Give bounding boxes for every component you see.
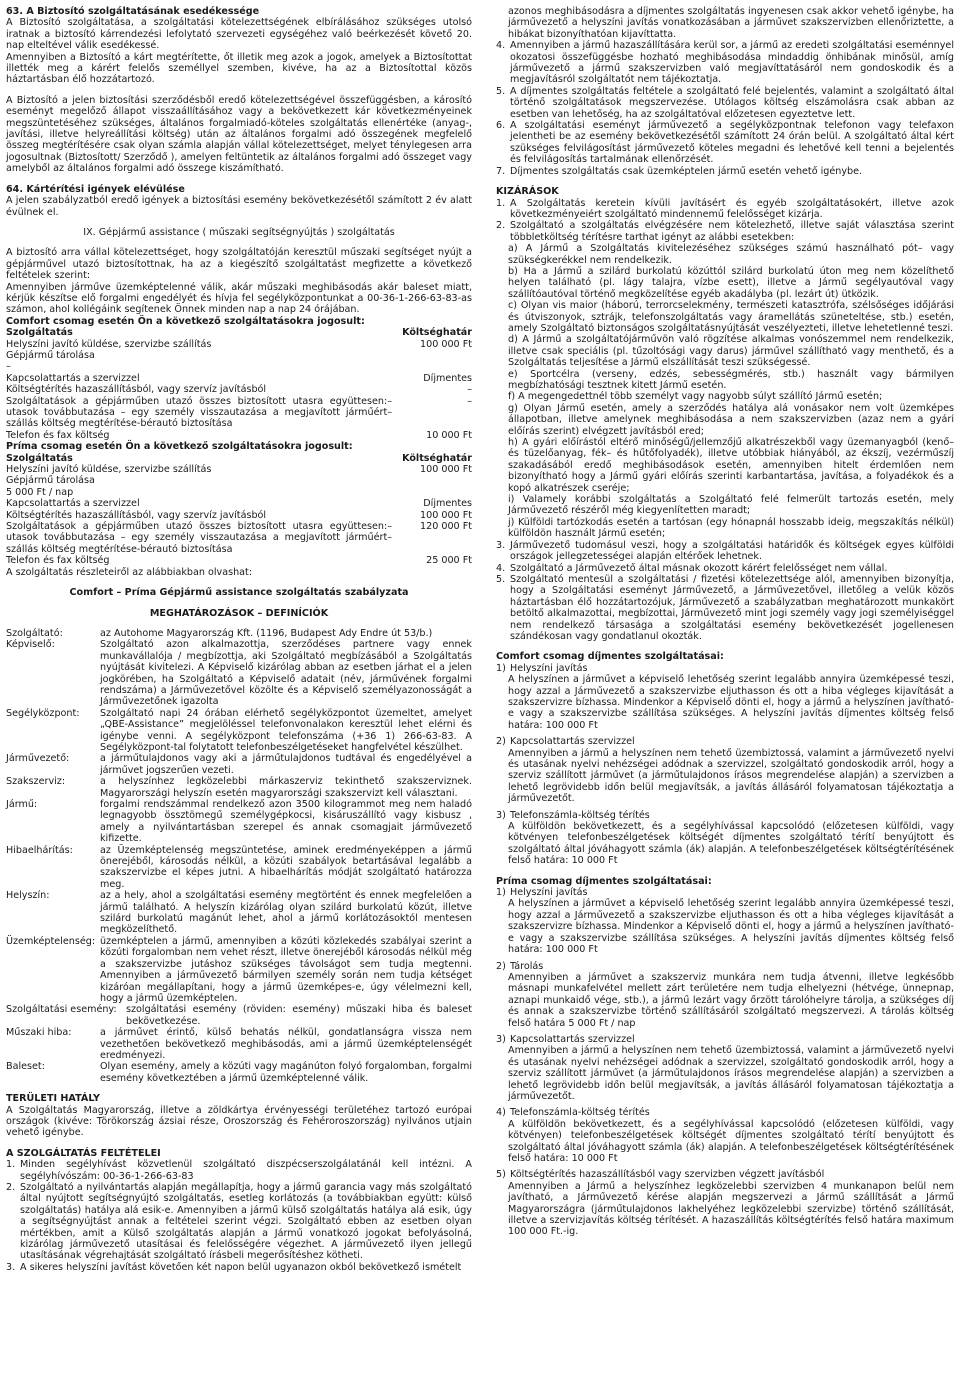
definition-row [6,1027,472,1061]
table-row [6,521,472,555]
definition-term: Szolgáltató: [6,627,63,639]
cost-limit [392,361,472,372]
service-name: Szolgáltatások a gépjárműben utazó összes biztosított utasra együttesen:– utasok továbbutazása – egy személy visszautazása a megjavított járműért– szállás költség megtérítése-bérautó biztosítása [6,395,392,430]
definition-term: Műszaki hiba: [6,1027,72,1039]
item-number: 7. [496,165,506,177]
definition-term: Járművezető: [6,753,70,765]
section-9-paragraph-1: A biztosító arra vállal kötelezettséget, hogy szolgáltatóján keresztül műszaki segítséget nyújt a gépjárművel utazó biztosítottnak, ha az a kiegészítő szolgáltatást megfizette a következő feltételek szerint: [6,247,472,282]
item-number: 4. [496,40,506,52]
prima-col-service: Szolgáltatás [6,452,73,464]
item-title: Kapcsolattartás szervizzel [510,736,635,748]
item-number: 1) [496,887,506,899]
list-item [496,961,954,972]
definition-row [6,845,472,891]
table-row [6,464,472,475]
cost-limit: 100 000 Ft [419,338,472,350]
service-name: Gépjármű tárolása [6,349,95,361]
item-title: Telefonszámla-költség térítés [510,809,650,821]
item-title: Telefonszámla-költség térítés [510,1107,650,1119]
item-title: Kapcsolattartás szervizzel [510,1033,635,1045]
prima-free-services [496,887,954,1238]
prima-col-limit: Költséghatár [402,452,472,464]
definition-row [6,799,472,845]
cost-limit [392,487,472,498]
table-row [6,396,472,430]
section-63-paragraph-1: A Biztosító szolgáltatása, a szolgáltatási kötelezettségének elbírálásához szükséges utolsó iratnak a biztosító kárrendezési lefolytató szervezeti egységéhez való beérkezését követő 20. nap elteltével válik esedékessé. [6,17,472,52]
list-item [496,120,954,166]
comfort-package-heading: Comfort csomag esetén Ön a következő szolgáltatásokra jogosult: [6,315,365,327]
definition-text: a járművet érintő, külső behatás nélkül, gondatlanságra vissza nem vezethetően bekövetkező meghibásodás, ami a jármű üzemképtelenségét eredményezi. [100,1027,472,1061]
definition-term: Üzemképtelenség: [6,935,96,947]
continued-paragraph: azonos meghibásodásra a díjmentes szolgáltatás ingyenesen csak akkor vehető igénybe, ha járművezető a helyszíni javítás vonatkozásában a járművet szakszervizben ellenőriztette, a hibákat bizonyíthatóan kijavíttatta. [508,6,954,40]
list-item [496,166,954,177]
cost-limit: 120 000 Ft [419,521,472,533]
item-number: 5. [496,573,506,585]
table-row [6,498,472,509]
section-9-heading: IX. Gépjármű assistance ( műszaki segítségnyújtás ) szolgáltatás [83,226,395,238]
territorial-scope-heading: TERÜLETI HATÁLY [6,1093,100,1105]
item-number: 5. [496,85,506,97]
cost-limit [392,475,472,486]
table-row [6,361,472,372]
prima-table-header [6,453,472,464]
list-item [496,810,954,821]
sub-item: c) Olyan vis maior (háború, terrorcselekmény, természeti katasztrófa, szélsőséges időjárási és útviszonyok, sztrájk, telefonszolgáltatás vagy áramellátás szüneteltése, stb.) esetén, amely Szolgáltató biztonságos szolgáltatásnyújtását veszélyezteti, illetve lehetetlenné teszi. [508,300,954,334]
service-name: Telefon és fax költség [6,429,110,441]
item-number: 3. [496,539,506,551]
details-note: A szolgáltatás részleteiről az alábbiakban olvashat: [6,566,253,578]
item-text: A Szolgáltatás keretein kívüli javításért és egyéb szolgáltatásokért, illetve azok következményeiért szolgáltató mindennemű felelősséget kizárja. [510,197,954,220]
sub-item: f) A megengedettnél több személyt vagy nagyobb súlyt szállító Jármű esetén; [508,391,883,403]
definition-term: Baleset: [6,1061,45,1073]
definition-text: szolgáltatási esemény (röviden: esemény) műszaki hiba és baleset bekövetkezése. [126,1004,472,1027]
sub-item: e) Sportcélra (verseny, edzés, sebességmérés, stb.) használt vagy bármilyen megbízhatósági tesztnek kitett Jármű esetén. [508,368,954,391]
territorial-scope-text: A Szolgáltatás Magyarország, illetve a zöldkártya érvényességi területéhez tartozó európai országok (kivéve: Törökország ázsiai része, Oroszország és Fehéroroszország) nyilvános utjain vehető igénybe. [6,1104,472,1139]
definition-row [6,890,472,936]
item-text: Amennyiben a jármű hazaszállítására kerül sor, a jármű az eredeti szolgáltatási eseménnyel okozatosi összefüggésbe hozható meghibásodása mindaddig önhibának minősül, amíg járművezető a jármű szakszervizben való megjavíttatásáról nem gondoskodik és a megjavításról szolgáltatót nem tájékoztatja. [510,40,954,86]
service-name: Kapcsolattartás a szervizzel [6,372,140,384]
item-text: A külföldön bekövetkezett, és a segélyhívással kapcsolódó (előzetesen külföldi, vagy kötvényen telefonbeszélgetések költségét díjmentes szolgáltató térítí benyújtott és szolgáltató által jóváhagyott számla (ák) alapján. A telefonbeszélgetések költségtérítésének felső határa: 10 000 Ft [508,821,954,867]
right-column [496,6,954,1238]
list-item [496,1107,954,1118]
table-row [6,350,472,361]
definitions-title: MEGHATÁROZÁSOK – DEFINÍCIÓK [149,607,329,619]
table-row [6,475,472,486]
exclusion-sublist [496,243,954,540]
item-text: Díjmentes szolgáltatás csak üzemképtelen jármű esetén vehető igénybe. [510,165,863,177]
definition-text: forgalmi rendszámmal rendelkező azon 3500 kilogrammot meg nem haladó legnagyobb össztömegű személygépkocsi, kisáruszállító vagy kisbusz , amely a nyilvántartásban szerepel és annak csomagjait járművezető kifizette. [100,799,472,845]
item-text: Minden segélyhívást közvetlenül szolgáltató diszpécserszolgálatánál kell intézni. A segélyhívószám: 00-36-1-266-63-83 [20,1159,472,1182]
comfort-table-header [6,327,472,338]
left-column [6,6,472,1273]
definition-row [6,753,472,776]
list-item [496,540,954,563]
service-name: – [6,361,11,373]
table-row [6,555,472,566]
item-number: 2. [496,220,506,232]
item-number: 2. [6,1182,16,1193]
item-number: 1. [496,197,506,209]
item-number: 4. [496,562,506,574]
item-text: A helyszínen a járművet a képviselő lehetőség szerint legalább annyira üzemképessé teszi, hogy azzal a Járművezető a szakszervizbe eljuthasson és ott a hiba végleges kijavítását a szakszervizre bízhassa. Mindenkor a Képviselő dönti el, hogy a jármű a helyszínen javítható-e vagy a szakszervizbe szállítása szükséges. A helyszíni javítás díjmentes költség felső határa: 100 000 Ft [508,898,954,956]
item-text: Amennyiben a járművet a szakszerviz munkára nem tudja átvenni, illetve legkésőbb másnapi munkafelvétel mellett zárt területére nem tudja elhelyezni (hétvége, ünnepnap, aznapi munkaidő vége, stb.), a jármű lezárt vagy őrzött tárolóhelyre tárolja, a szükséges díj és annak a szakszervizbe történő szállításáról szolgáltató megszervezi. A tárolás költség felső határa 5 000 Ft / nap [508,971,954,1029]
list-item [496,574,954,642]
section-63-paragraph-2: Amennyiben a Biztosító a kárt megtérítette, őt illetik meg azok a jogok, amelyek a Biztosítottat illették meg a kárért felelős személlyel szemben, kivéve, ha az a Biztosítottal közös háztartásban élő hozzátartozó. [6,51,472,86]
item-text: Szolgáltató mentesül a szolgáltatási / fizetési kötelezettsége alól, amennyiben bizonyítja, hogy a Szolgáltatási eseményt Járművezető, a Járművezetővel, illetőleg a velük közös háztartásban élő hozzátartozójuk, Járművezető a szabályzatban meghatározott munkakört betöltő alkalmazottai, megbízottai, Járművezető mint jogi személy vagy jogi személyiséggel nem rendelkező társasága a szolgáltatási esemény bekövetkezését jogellenesen szándékosan vagy gondatlanul okozták. [510,573,954,642]
cost-limit: 100 000 Ft [419,464,472,476]
definition-row [6,776,472,799]
list-item [496,1169,954,1180]
item-number: 3. [6,1261,16,1273]
cost-limit [392,350,472,361]
item-number: 5) [496,1169,506,1181]
item-text: A díjmentes szolgáltatás feltétele a szolgáltató felé bejelentés, valamint a szolgáltató által történő szolgáltatások megszervezése. Utólagos költség elszámolásra csak abban az esetben van lehetőség, ha az szolgáltatóval előzetesen egyeztetve lett. [510,85,954,120]
sub-item: i) Valamely korábbi szolgáltatás a Szolgáltató felé felmerült tartozás esetén, mely Járművezető részéről még kiegyenlítetten maradt; [508,494,954,517]
definition-text: üzemképtelen a jármű, amennyiben a közúti közlekedés szabályai szerint a közúti forgalomban nem vehet részt, illetve önerejéből károsodás nélkül még a szakszervizbe jutáshoz szükséges távolságot sem tudja megtenni. Amennyiben a járművezető bármilyen személy során nem tudja kétséget kizáróan megállapítani, hogy a jármű üzemképes-e, úgy vélelmezni kell, hogy a jármű üzemképtelen. [100,935,472,1004]
service-name: Helyszíni javító küldése, szervizbe szállítás [6,464,212,476]
item-number: 6. [496,120,506,132]
list-item [6,1182,472,1262]
sub-item: g) Olyan Jármű esetén, amely a szerződés hatálya alá vonásakor nem volt üzemképes állapotban, illetve amelynek meghibásodása a nem szakszervizben (azaz nem a gyári előírás szerint) elvégzett javításból ered; [508,402,954,437]
table-row [6,339,472,350]
item-title: Helyszíni javítás [510,662,588,674]
item-text: A sikeres helyszíni javítást követően két napon belül ugyanazon okból bekövetkező ismételt [20,1261,462,1273]
sub-item: j) Külföldi tartózkodás esetén a tartósan (egy hónapnál hosszabb ideig, megszakítás nélkül) külföldön használt Jármű esetén; [508,516,954,540]
definition-text: az a hely, ahol a szolgáltatási esemény megtörtént és ennek megfelelően a jármű található. A helyszín kizárólag olyan szilárd burkolatú közút, illetve szilárd burkolatú magánút lehet, ahol a jármű korlátozásoktól mentesen megközelíthető. [100,890,472,936]
service-name: Helyszíni javító küldése, szervizbe szállítás [6,338,212,350]
cost-limit: 100 000 Ft [419,509,472,521]
section-9-paragraph-2: Amennyiben járműve üzemképtelenné válik, akár műszaki meghibásodás akár baleset miatt, kérjük készítse elő forgalmi engedélyét és hívja fel segélyközpontunkat a 00-36-1-266-63-83-as számon, ahol kollégáink segítenek Önnek minden nap a nap 24 órájában. [6,281,472,316]
comfort-free-services-heading: Comfort csomag díjmentes szolgáltatásai: [496,651,724,663]
list-item [496,40,954,86]
definition-text: az Üzemképtelenség megszüntetése, aminek eredményeképpen a jármű önerejéből, károsodás nélkül, a közúti szabályok betartásával legalább a szakszervizbe el képes jutni. A hibaelhárítás módját szolgáltató határozza meg. [100,844,472,890]
definition-row [6,708,472,754]
item-text: Járművezető tudomásul veszi, hogy a szolgáltatási határidők és költségek egyes külföldi országok jellegzetességei alapján eltérőek lehetnek. [510,539,954,563]
list-item [496,1034,954,1045]
comfort-col-service: Szolgáltatás [6,327,73,339]
definition-term: Jármű: [6,799,38,810]
table-row [6,430,472,441]
list-item [496,563,954,574]
cost-limit: 25 000 Ft [426,555,472,567]
list-item [496,86,954,120]
definition-text: az Autohome Magyarország Kft. (1196, Budapest Ady Endre út 53/b.) [100,627,433,639]
sub-item: a) A Jármű a Szolgáltatás kivitelezéséhez szükséges számú használható pót– vagy szükségkerékkel nem rendelkezik. [508,243,954,266]
comfort-col-limit: Költséghatár [402,327,472,339]
list-item [496,198,954,221]
rules-title: Comfort – Príma Gépjármű assistance szolgáltatás szabályzata [69,587,409,599]
service-name: Költségtérítés hazaszállításból, vagy szervíz javításból [6,509,267,521]
list-item [496,736,954,747]
definitions-list [6,628,472,1084]
prima-package-heading: Príma csomag esetén Ön a következő szolgáltatásokra jogosult: [6,441,353,453]
table-row [6,510,472,521]
item-text: A külföldön bekövetkezett, és a segélyhívással kapcsolódó (előzetesen külföldi, vagy kötvényen) telefonbeszélgetések költségét díjmentes szolgáltató térítí benyújtott és szolgáltató által jóváhagyott számla (ák) alapján. A telefonbeszélgetések költségtérítésének felső határa: 10 000 Ft [508,1118,954,1164]
list-item [496,220,954,243]
table-row [6,373,472,384]
item-text: Amennyiben a jármű a helyszínen nem tehető üzembiztossá, valamint a járművezető nyelvi és utasának nyelvi nehézségei adódnak a szervizzel, szolgáltató gondoskodik arról, hogy a szerviz szállított járművet (a járműtulajdonos írásos megrendelése alapján) a szervizben a lehető legrövidebb időn belül megjavítsák, a javítás állásáról folyamatosan tájékoztatja a járművezetőt. [508,1045,954,1102]
service-name: Költségtérítés hazaszállításból, vagy szervíz javításból [6,384,267,396]
definition-row [6,936,472,1004]
item-text: A szolgáltatási eseményt járművezető a segélyközpontnak telefonon vagy telefaxon jelentheti be az esemény bekövetkezésétől számított 24 órán belül. A szolgáltató által kért szükséges felvilágosítást járművezető köteles megadni és lehetővé kell tenni a bejelentés és felvilágosítás tartalmának ellenőrzését. [510,120,954,166]
definition-row [6,628,472,639]
item-number: 2) [496,736,506,748]
item-text: Szolgáltató a szolgáltatás elvégzésére nem kötelezhető, illetve saját választása szerint többletköltség térítésre tarthat igényt az alábbi esetekben: [510,220,954,243]
item-text: Szolgáltató a Járművezető által másnak okozott kárért felelősséget nem vállal. [510,562,888,574]
list-item [496,663,954,674]
sub-item: b) Ha a Jármű a szilárd burkolatú közúttól szilárd burkolatú úton meg nem közelíthető helyen található (pl. lágy talajra, vízbe esett), illetve a Jármű segélyautóval vagy szállítóautóval történő megközelítése egyéb akadályba (pl. lezárt út) ütközik. [508,265,954,300]
cost-limit: Díjmentes [423,498,472,510]
item-title: Költségtérítés hazaszállításból vagy szervizben végzett javításból [510,1169,825,1181]
exclusions-heading: KIZÁRÁSOK [496,186,559,198]
definition-term: Képviselő: [6,639,55,651]
item-number: 2) [496,960,506,972]
service-name: Gépjármű tárolása [6,475,95,487]
comfort-table [6,339,472,442]
definition-text: Szolgáltató napi 24 órában elérhető segélyközpontot üzemeltet, amelyet „QBE-Assistance” megjelöléssel telefonvonalakon keresztül lehet elérni és igénybe venni. A segélyközpont telefonszáma (+36 1) 266-63-83. A Segélyközpont-tal folytatott telefonbeszélgetéseket hangfelvétel készülhet. [100,707,472,753]
cost-limit: 10 000 Ft [426,429,472,441]
definition-term: Helyszín: [6,890,50,902]
service-name: Telefon és fax költség [6,555,110,567]
definition-row [6,1061,472,1084]
cost-limit: Díjmentes [423,372,472,384]
table-row [6,487,472,498]
prima-table [6,464,472,567]
sub-item: d) A Jármű a szolgáltatójárművön való rögzítése alkalmas vonószemmel nem rendelkezik, illetve csak speciális (pl. tűzoltósági vagy darus) járművel szállítható vagy menthető, és a Szolgáltatás teljesítése a Jármű elszállítását teszi szükségessé. [508,334,954,369]
item-number: 1) [496,662,506,674]
service-name: 5 000 Ft / nap [6,486,74,498]
item-number: 3) [496,1033,506,1045]
conditions-heading: A SZOLGÁLTATÁS FELTÉTELEI [6,1147,161,1159]
item-number: 1. [6,1159,16,1171]
section-64-heading: 64. Kártérítési igények elévülése [6,183,185,195]
item-text: Amennyiben a jármű a helyszínen nem tehető üzembiztossá, valamint a járművezető nyelvi és utasának nyelvi nehézségei adódnak a szervizzel, szolgáltató gondoskodik arról, hogy a szerviz szállított járművet (a járműtulajdonos írásos megrendelése alapján) a szervizben a lehető legrövidebb időn belül megjavítsák, a javítás állásáról folyamatosan tájékoztatja a járművezetőt. [508,747,954,805]
definition-term: Szakszerviz: [6,776,66,788]
section-63-paragraph-3: A Biztosító a jelen biztosítási szerződésből eredő kötelezettségével összefüggésben, a károsító eseményt megelőző állapot visszaállításához vagy a bekövetkezett kár következményeinek megszüntetéséhez szükséges, általános forgalmiadó-köteles szolgáltatás ellenértéke (anyag-, javítási, illetve helyreállítási költség) után az általános forgalmi adó összegének megfelelő összeg megtérítésére csak olyan számla alapján vállal kötelezettséget, melyet ténylegesen arra jogosultnak (Biztosított/ Szerződő ), amelyen feltüntetik az általános forgalmi adó összeget vagy amelyből az általános forgalmi adó összege kiszámítható. [6,94,472,175]
definition-text: Szolgáltató azon alkalmazottja, szerződéses partnere vagy ennek munkavállalója / megbízottja, aki Szolgáltató megbízásából a Szolgáltatás nyújtását kivitelezi. A Képviselő kizárólag abban az esetben járhat el a jelen jogkörében, ha Szolgáltató a Képviselő adatait (név, járművének forgalmi rendszáma) a Járművezetővel közölte és a Képviselő személyazonosságát a Járművezetőnek igazolta [100,639,472,708]
item-number: 4) [496,1107,506,1119]
service-name: Szolgáltatások a gépjárműben utazó összes biztosított utasra együttesen:– utasok továbbutazása – egy személy visszautazása a megjavított járműért– szállás költség megtérítése-bérautó biztosítása [6,521,392,555]
definition-row [6,1004,472,1027]
item-title: Tárolás [510,960,544,972]
definition-term: Segélyközpont: [6,707,80,719]
definition-term: Szolgáltatási esemény: [6,1004,117,1016]
item-text: Amennyiben a Jármű a helyszínhez legközelebbi szervizben 4 munkanapon belül nem javítható, a Járművezető kérése alapján megszervezi a Jármű szállítását a Jármű Magyarországra (járműtulajdonos lakhelyéhez legközelebbi szervizbe) történő szállítását, illetve a szervizjavítás költség térítését. A hazaszállítás költségtérítés felső határa maximum 100 000 Ft.-ig. [508,1180,954,1238]
table-row [6,384,472,395]
definition-text: a járműtulajdonos vagy aki a járműtulajdonos tudtával és engedélyével a járművet jogszerűen vezeti. [100,753,472,776]
comfort-free-services [496,663,954,867]
definition-row [6,639,472,707]
item-text: Szolgáltató a nyilvántartás alapján megállapítja, hogy a jármű garancia vagy más szolgáltató által nyújtott segítségnyújtó szolgáltatás, esetleg korlátozás (a továbbiakban együtt: külső szolgáltatás) hatálya alá esik-e. Amennyiben a jármű külső szolgáltatás hatálya alá esik, úgy a segítségnyújtást annak a feltételei szerint végzi. Szolgáltató ebben az esetben olyan mértékben, amit a Külső szolgáltatás alapján a Jármű vonatkozó jogokat befolyásolná, kizárólag járművezető utasításai és felelősségére végezhet. A járművezető ilyen jellegű utasításának végrehajtását szolgáltató írásbeli megerősítéshez kötheti. [20,1182,472,1262]
service-name: Kapcsolattartás a szervizzel [6,498,140,510]
list-item [496,887,954,898]
item-text: A helyszínen a járművet a képviselő lehetőség szerint legalább annyira üzemképessé teszi, hogy azzal a Járművezető a szakszervizbe eljuthasson és ott a hiba végleges kijavítását a szakszervizre bízhassa. Mindenkor a Képviselő dönti el, hogy a jármű a helyszínen javítható-e vagy a szakszervizbe szállítása szükséges. A helyszíni javítás díjmentes költség felső határa: 100 000 Ft [508,674,954,731]
definition-text: a helyszínhez legközelebbi márkaszerviz tekinthető szakszerviznek. Magyarországi helyszín esetén magyarországi szakszervizt kell választani. [100,776,472,799]
cost-limit: – [467,384,472,396]
list-item [6,1159,472,1182]
cost-limit: – [467,395,472,407]
prima-free-services-heading: Príma csomag díjmentes szolgáltatásai: [496,875,712,887]
definition-term: Hibaelhárítás: [6,844,73,856]
item-title: Helyszíni javítás [510,887,588,899]
sub-item: h) A gyári előírástól eltérő minőségű/jellemzőjű alkatrészekből vagy üzemanyagból (kenő– és tüzelőanyag, fék– és hűtőfolyadék), illetve utóbbiak hiányából, az ékszíj, vezérműszíj szakadásából eredő meghibásodások esetén, amennyiben hitelt érdemlően nem bizonyítható hogy a Jármű gyári előírás szerinti karbantartása, javítása, a folyadékok és a kopó alkatrészek cseréje; [508,437,954,494]
section-64-paragraph: A jelen szabályzatból eredő igények a biztosítási esemény bekövetkezésétől számított 2 év alatt évülnek el. [6,195,472,218]
section-63-heading: 63. A Biztosító szolgáltatásának esedékessége [6,6,260,17]
list-item [6,1262,472,1273]
item-number: 3) [496,809,506,821]
definition-text: Olyan esemény, amely a közúti vagy magánúton folyó forgalomban, forgalmi esemény következtében a jármű üzemképtelenné válik. [100,1061,472,1084]
